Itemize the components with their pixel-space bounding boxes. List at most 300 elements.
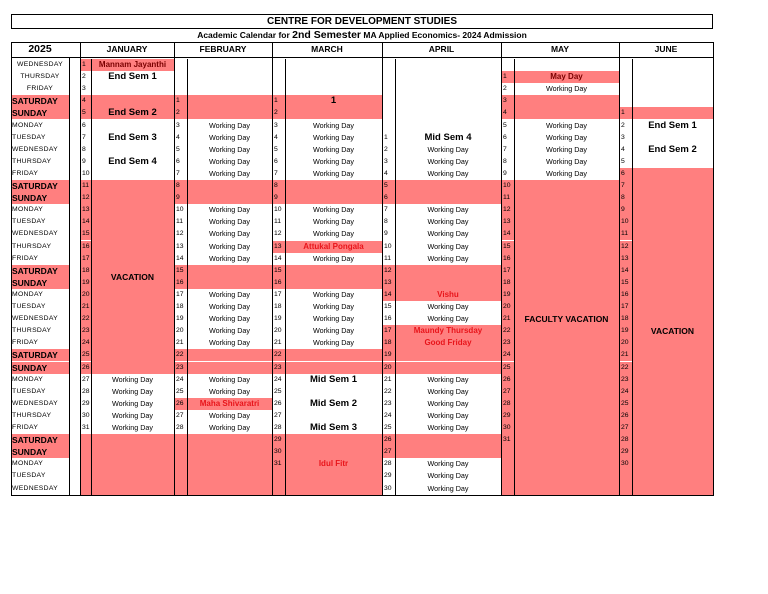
february-date: 25 <box>176 387 184 395</box>
april-date: 24 <box>384 411 392 419</box>
weekday-label: THURSDAY <box>20 73 60 81</box>
february-date: 1 <box>176 97 180 105</box>
subtitle-semester: 2nd Semester <box>292 29 362 41</box>
may-date: 8 <box>503 157 507 165</box>
may-day-label: Working Day <box>545 144 587 154</box>
may-date: 12 <box>503 206 511 214</box>
weekday-label: MONDAY <box>12 375 44 383</box>
weekday-label: SATURDAY <box>12 265 58 276</box>
april-day-label: Working Day <box>427 483 469 493</box>
june-date: 24 <box>621 387 629 395</box>
april-day-label: Working Day <box>427 398 469 408</box>
january-date: 11 <box>82 182 90 189</box>
grid-line <box>80 42 81 496</box>
february-date: 16 <box>176 278 184 286</box>
holiday-fill <box>501 192 619 204</box>
weekday-label: TUESDAY <box>12 133 46 141</box>
april-date: 7 <box>384 206 388 214</box>
january-date: 16 <box>82 242 90 250</box>
february-date: 27 <box>176 411 184 419</box>
february-date: 8 <box>176 182 180 189</box>
may-date: 24 <box>503 351 511 359</box>
may-date: 29 <box>503 411 511 419</box>
holiday-fill <box>619 107 713 119</box>
weekday-label: SATURDAY <box>12 435 58 446</box>
march-day-label: Working Day <box>312 205 354 215</box>
april-date: 17 <box>384 327 392 335</box>
may-date: 9 <box>503 169 507 177</box>
january-date: 30 <box>82 411 90 419</box>
february-day-label: Working Day <box>208 217 250 227</box>
holiday-fill <box>382 434 501 446</box>
may-day-label: Working Day <box>545 84 587 94</box>
holiday-fill <box>174 107 272 119</box>
weekday-label: MONDAY <box>12 290 44 298</box>
june-date: 20 <box>621 339 629 347</box>
january-day-label: Working Day <box>111 423 153 432</box>
april-date: 19 <box>384 351 392 359</box>
march-date: 26 <box>274 399 282 407</box>
month-header-june: JUNE <box>654 44 678 54</box>
january-day-label: Working Day <box>111 374 153 384</box>
april-day-label: Working Day <box>427 386 469 396</box>
april-date: 3 <box>384 157 388 165</box>
weekday-label: SATURDAY <box>12 181 58 191</box>
weekday-label: WEDNESDAY <box>12 315 59 323</box>
grid-line <box>272 42 273 496</box>
weekday-label: WEDNESDAY <box>12 484 59 492</box>
march-date: 22 <box>274 351 282 359</box>
weekday-label: SUNDAY <box>12 108 48 119</box>
june-date: 4 <box>621 145 625 153</box>
june-date: 10 <box>621 218 629 226</box>
april-day-label: Working Day <box>427 253 469 263</box>
grid-line <box>619 42 620 496</box>
march-date: 19 <box>274 315 282 323</box>
february-date: 14 <box>176 254 184 262</box>
subtitle-prefix: Academic Calendar for <box>197 30 293 40</box>
march-date: 11 <box>274 218 282 226</box>
april-day-label: Working Day <box>427 410 469 420</box>
march-date: 16 <box>274 278 282 286</box>
march-day-label: Working Day <box>312 132 354 142</box>
february-date: 24 <box>176 375 184 383</box>
march-date: 29 <box>274 436 282 444</box>
june-date: 3 <box>621 133 625 141</box>
holiday-fill <box>501 180 619 192</box>
june-date: 21 <box>621 351 629 359</box>
march-date: 7 <box>274 169 278 177</box>
weekday-label: THURSDAY <box>12 242 52 250</box>
january-tail-fill <box>80 434 174 495</box>
april-day-label: Working Day <box>427 471 469 481</box>
june-day-label: End Sem 1 <box>648 119 697 131</box>
february-date: 23 <box>176 363 184 371</box>
april-date: 15 <box>384 303 392 310</box>
march-tail-fill <box>272 470 382 494</box>
january-date: 28 <box>82 387 90 395</box>
january-date: 1 <box>82 61 86 68</box>
march-day-label: 1 <box>330 95 337 107</box>
grid-line <box>285 59 286 496</box>
april-date: 26 <box>384 436 392 444</box>
march-date: 17 <box>274 290 282 298</box>
weekday-label: FRIDAY <box>12 339 39 347</box>
january-date: 12 <box>82 194 90 202</box>
january-day-label: Working Day <box>111 386 153 396</box>
april-date: 16 <box>384 315 392 323</box>
calendar-subtitle <box>11 29 713 41</box>
weekday-label: WEDNESDAY <box>12 230 59 238</box>
june-date: 9 <box>621 206 625 214</box>
march-date: 1 <box>274 97 278 105</box>
weekday-label: MONDAY <box>12 206 44 214</box>
february-day-label: Working Day <box>208 168 250 178</box>
june-date: 12 <box>621 242 629 250</box>
april-day-label: Working Day <box>427 168 469 178</box>
grid-line <box>501 42 502 496</box>
april-date: 6 <box>384 194 388 202</box>
may-date: 13 <box>503 218 511 226</box>
may-date: 20 <box>503 303 511 310</box>
april-day-label: Working Day <box>427 302 469 311</box>
april-day-label: Working Day <box>427 144 469 154</box>
april-day-label: Good Friday <box>424 338 472 348</box>
april-date: 25 <box>384 424 392 431</box>
grid-line <box>91 59 92 496</box>
february-day-label: Working Day <box>208 326 250 336</box>
april-date: 21 <box>384 375 392 383</box>
april-day-label: Mid Sem 4 <box>424 131 472 143</box>
february-date: 17 <box>176 290 184 298</box>
holiday-fill <box>272 180 382 192</box>
may-day-label: Working Day <box>545 168 587 178</box>
holiday-fill <box>272 192 382 204</box>
february-date: 21 <box>176 339 184 347</box>
may-date: 2 <box>503 85 507 93</box>
holiday-fill <box>272 446 382 458</box>
april-day-label: Vishu <box>437 289 459 299</box>
april-day-label: Working Day <box>427 423 469 432</box>
holiday-fill <box>272 277 382 289</box>
holiday-fill <box>174 362 272 374</box>
february-date: 3 <box>176 121 180 129</box>
february-date: 12 <box>176 230 184 238</box>
january-day-label: Mannam Jayanthi <box>98 60 167 69</box>
may-date: 27 <box>503 387 511 395</box>
june-date: 29 <box>621 448 629 456</box>
january-date: 23 <box>82 327 90 335</box>
january-date: 15 <box>82 230 90 238</box>
february-day-label: Working Day <box>208 374 250 384</box>
february-day-label: Working Day <box>208 338 250 348</box>
grid-line <box>174 42 175 496</box>
weekday-label: SUNDAY <box>12 193 48 204</box>
month-header-april: APRIL <box>428 44 455 54</box>
february-date: 20 <box>176 327 184 335</box>
march-date: 21 <box>274 339 282 347</box>
march-day-label: Working Day <box>312 302 354 311</box>
january-day-label: End Sem 2 <box>108 107 157 119</box>
weekday-label: TUESDAY <box>12 472 46 480</box>
calendar-title: CENTRE FOR DEVELOPMENT STUDIES <box>11 14 713 29</box>
holiday-fill <box>382 265 501 277</box>
may-date: 4 <box>503 109 507 117</box>
february-date: 6 <box>176 157 180 165</box>
january-day-label: Working Day <box>111 398 153 408</box>
january-date: 18 <box>82 266 90 274</box>
june-date: 6 <box>621 169 625 177</box>
february-day-label: Working Day <box>208 241 250 251</box>
april-day-label: Working Day <box>427 314 469 324</box>
february-date: 19 <box>176 315 184 323</box>
february-date: 15 <box>176 266 184 274</box>
january-date: 22 <box>82 315 90 323</box>
may-date: 17 <box>503 266 511 274</box>
february-date: 11 <box>176 218 184 226</box>
march-day-label: Working Day <box>312 253 354 263</box>
may-date: 23 <box>503 339 511 347</box>
january-date: 17 <box>82 254 90 262</box>
january-date: 3 <box>82 85 86 93</box>
holiday-fill <box>174 265 272 277</box>
january-date: 2 <box>82 73 86 81</box>
march-date: 4 <box>274 133 278 141</box>
june-date: 7 <box>621 182 625 189</box>
grid-line <box>395 59 396 496</box>
january-day-label: Working Day <box>111 410 153 420</box>
february-date: 10 <box>176 206 184 214</box>
march-date: 2 <box>274 109 278 117</box>
holiday-fill <box>382 446 501 458</box>
may-date: 21 <box>503 315 511 323</box>
weekday-label: THURSDAY <box>12 157 52 165</box>
april-date: 30 <box>384 484 392 492</box>
march-date: 20 <box>274 327 282 335</box>
holiday-fill <box>272 362 382 374</box>
april-date: 9 <box>384 230 388 238</box>
may-day-label: Working Day <box>545 156 587 166</box>
april-date: 11 <box>384 254 392 262</box>
february-date: 13 <box>176 242 184 250</box>
february-date: 22 <box>176 351 184 359</box>
holiday-fill <box>272 265 382 277</box>
february-day-label: Working Day <box>208 410 250 420</box>
march-day-label: Working Day <box>312 156 354 166</box>
june-date: 26 <box>621 411 629 419</box>
april-date: 2 <box>384 145 388 153</box>
january-date: 27 <box>82 375 90 383</box>
june-date: 11 <box>621 230 629 238</box>
holiday-fill <box>382 349 501 361</box>
march-date: 12 <box>274 230 282 238</box>
weekday-label: TUESDAY <box>12 218 46 226</box>
march-day-label: Working Day <box>312 229 354 239</box>
holiday-fill <box>174 180 272 192</box>
june-date: 2 <box>621 121 625 129</box>
april-day-label: Working Day <box>427 156 469 166</box>
may-date: 7 <box>503 145 507 153</box>
april-day-label: Working Day <box>427 217 469 227</box>
april-date: 8 <box>384 218 388 226</box>
holiday-fill <box>272 107 382 119</box>
holiday-fill <box>382 277 501 289</box>
may-date: 5 <box>503 121 507 129</box>
may-date: 18 <box>503 278 511 286</box>
march-date: 23 <box>274 363 282 371</box>
may-date: 25 <box>503 363 511 371</box>
may-date: 19 <box>503 290 511 298</box>
march-day-label: Mid Sem 1 <box>310 373 357 385</box>
may-date: 31 <box>503 436 511 444</box>
june-date: 23 <box>621 375 629 383</box>
february-day-label: Working Day <box>208 302 250 311</box>
april-date: 1 <box>384 133 388 141</box>
february-date: 4 <box>176 133 180 141</box>
weekday-label: MONDAY <box>12 121 44 129</box>
subtitle-suffix: MA Applied Economics- 2024 Admission <box>361 30 527 40</box>
june-date: 27 <box>621 424 629 431</box>
holiday-fill <box>272 349 382 361</box>
holiday-fill <box>501 107 619 119</box>
may-date: 28 <box>503 399 511 407</box>
june-block-label: VACATION <box>650 326 695 337</box>
march-date: 25 <box>274 387 282 395</box>
january-date: 6 <box>82 121 86 129</box>
february-day-label: Working Day <box>208 144 250 154</box>
weekday-label: SATURDAY <box>12 96 58 107</box>
march-date: 8 <box>274 182 278 189</box>
june-date: 30 <box>621 460 629 468</box>
holiday-fill <box>501 434 619 446</box>
march-date: 13 <box>274 242 282 250</box>
june-date: 1 <box>621 109 625 117</box>
march-day-label: Mid Sem 2 <box>310 397 357 409</box>
holiday-fill <box>272 434 382 446</box>
april-date: 18 <box>384 339 392 347</box>
february-date: 28 <box>176 424 184 431</box>
weekday-label: SUNDAY <box>12 447 48 458</box>
may-day-label: Working Day <box>545 132 587 142</box>
february-day-label: Working Day <box>208 205 250 215</box>
february-date: 26 <box>176 399 184 407</box>
month-header-january: JANUARY <box>106 44 148 54</box>
march-date: 30 <box>274 448 282 456</box>
april-date: 12 <box>384 266 392 274</box>
weekday-label: SUNDAY <box>12 362 48 373</box>
june-day-label: End Sem 2 <box>648 143 697 155</box>
weekday-label: THURSDAY <box>12 411 52 419</box>
holiday-fill <box>174 95 272 107</box>
holiday-fill <box>174 277 272 289</box>
march-day-label: Working Day <box>312 144 354 154</box>
june-date: 25 <box>621 399 629 407</box>
june-date: 13 <box>621 254 629 262</box>
holiday-fill <box>382 362 501 374</box>
january-date: 7 <box>82 133 86 141</box>
february-day-label: Working Day <box>208 156 250 166</box>
weekday-label: WEDNESDAY <box>16 61 63 68</box>
january-date: 8 <box>82 145 86 153</box>
april-day-label: Working Day <box>427 229 469 239</box>
june-tail-fill <box>619 470 713 494</box>
june-date: 17 <box>621 303 629 310</box>
holiday-fill <box>501 95 619 107</box>
may-date: 1 <box>503 73 507 81</box>
february-day-label: Working Day <box>208 289 250 299</box>
march-day-label: Mid Sem 3 <box>310 422 357 433</box>
weekday-label: WEDNESDAY <box>12 399 59 407</box>
holiday-fill <box>382 180 501 192</box>
march-day-label: Working Day <box>312 326 354 336</box>
march-date: 6 <box>274 157 278 165</box>
february-day-label: Working Day <box>208 120 250 130</box>
month-header-may: MAY <box>550 44 570 54</box>
year-header: 2025 <box>28 43 52 55</box>
february-date: 18 <box>176 303 184 310</box>
weekday-label: SUNDAY <box>12 277 48 288</box>
january-block-label: VACATION <box>110 271 155 282</box>
month-header-february: FEBRUARY <box>199 44 247 54</box>
weekday-label: THURSDAY <box>12 327 52 335</box>
may-date: 10 <box>503 182 511 189</box>
weekday-label: FRIDAY <box>12 169 39 177</box>
april-day-label: Working Day <box>427 459 469 469</box>
june-date: 15 <box>621 278 629 286</box>
grid-line <box>11 495 713 496</box>
holiday-fill <box>174 349 272 361</box>
weekday-label: TUESDAY <box>12 303 46 310</box>
may-day-label: Working Day <box>545 120 587 130</box>
march-day-label: Working Day <box>312 120 354 130</box>
june-date: 19 <box>621 327 629 335</box>
january-day-label: End Sem 3 <box>108 131 157 143</box>
february-tail-fill <box>174 434 272 495</box>
march-date: 27 <box>274 411 282 419</box>
april-date: 28 <box>384 460 392 468</box>
april-date: 14 <box>384 290 392 298</box>
march-day-label: Working Day <box>312 289 354 299</box>
april-day-label: Working Day <box>427 374 469 384</box>
june-date: 14 <box>621 266 629 274</box>
weekday-label: FRIDAY <box>12 424 39 431</box>
grid-line <box>632 59 633 496</box>
january-date: 4 <box>82 97 86 105</box>
february-date: 9 <box>176 194 180 202</box>
march-date: 3 <box>274 121 278 129</box>
april-date: 23 <box>384 399 392 407</box>
february-date: 2 <box>176 109 180 117</box>
weekday-label: FRIDAY <box>12 254 39 262</box>
weekday-label: SATURDAY <box>12 350 58 361</box>
may-date: 11 <box>503 194 511 202</box>
april-date: 22 <box>384 387 392 395</box>
march-date: 18 <box>274 303 282 310</box>
april-date: 20 <box>384 363 392 371</box>
march-day-label: Working Day <box>312 168 354 178</box>
may-date: 30 <box>503 424 511 431</box>
february-day-label: Working Day <box>208 229 250 239</box>
may-block-label: FACULTY VACATION <box>524 314 609 325</box>
april-day-label: Working Day <box>427 241 469 251</box>
january-date: 13 <box>82 206 90 214</box>
april-date: 4 <box>384 169 388 177</box>
march-day-label: Working Day <box>312 314 354 324</box>
grid-line <box>514 59 515 496</box>
march-date: 5 <box>274 145 278 153</box>
february-date: 7 <box>176 169 180 177</box>
june-date: 5 <box>621 157 625 165</box>
